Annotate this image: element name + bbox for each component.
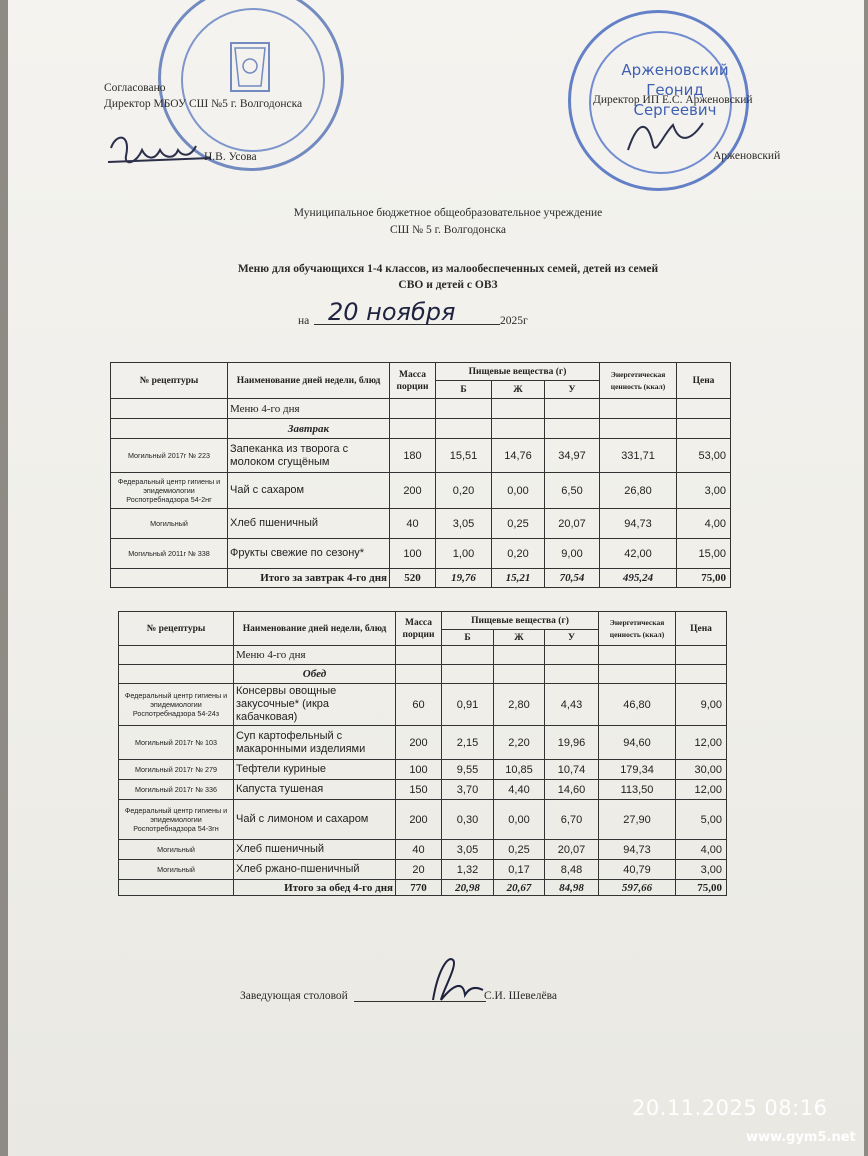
- table-row: Могильный 2017г № 223 Запеканка из творога с молоком сгущёным 180 15,51 14,76 34,97 331,71 53,00: [111, 439, 731, 473]
- ip-name: Арженовский: [713, 150, 781, 162]
- director-signature: [106, 128, 216, 173]
- table-row: Федеральный центр гигиены и эпидемиологии Роспотребнадзора 54-24з Консервы овощные закусочные* (икра кабачковая) 60 0,91 2,80 4,43 46,80 9,00: [119, 684, 727, 726]
- header-zh: Ж: [494, 630, 545, 646]
- document-page: [8, 0, 864, 1156]
- table-row: Федеральный центр гигиены и эпидемиологии Роспотребнадзора 54-2нг Чай с сахаром 200 0,20 0,00 6,50 26,80 3,00: [111, 473, 731, 509]
- header-u: У: [545, 381, 600, 399]
- ip-director: Директор ИП Е.С. Арженовский: [593, 94, 753, 106]
- lunch-meal: Обед: [234, 665, 396, 684]
- approval-signer: Н.В. Усова: [204, 151, 257, 163]
- table-row: Федеральный центр гигиены и эпидемиологии Роспотребнадзора 54-3гн Чай с лимоном и сахаром 200 0,30 0,00 6,70 27,90 5,00: [119, 800, 727, 840]
- ip-signature: [618, 115, 708, 160]
- table-row: Могильный Хлеб пшеничный 40 3,05 0,25 20,07 94,73 4,00: [111, 509, 731, 539]
- stamp-line-1: Арженовский: [621, 61, 729, 79]
- stamp-line-2: Геонид: [646, 81, 704, 99]
- breakfast-day: Меню 4-го дня: [228, 399, 390, 419]
- header-price: Цена: [676, 612, 727, 646]
- cafeteria-signature: [413, 950, 493, 1005]
- institution-line-2: СШ № 5 г. Волгодонска: [389, 224, 507, 236]
- header-name: Наименование дней недели, блюд: [234, 612, 396, 646]
- menu-title-line-2: СВО и детей с ОВЗ: [398, 279, 498, 291]
- header-energy: Энергетическая ценность (ккал): [600, 363, 677, 399]
- lunch-day: Меню 4-го дня: [234, 646, 396, 665]
- approval-agreed: Согласовано: [104, 82, 166, 94]
- table-row: Могильный 2011г № 338 Фрукты свежие по сезону* 100 1,00 0,20 9,00 42,00 15,00: [111, 539, 731, 569]
- approval-director: Директор МБОУ СШ №5 г. Волгодонска: [104, 98, 303, 110]
- header-name: Наименование дней недели, блюд: [228, 363, 390, 399]
- lunch-table: [118, 611, 727, 896]
- menu-title-line-1: Меню для обучающихся 1-4 классов, из малообеспеченных семей, детей из семей: [237, 263, 659, 275]
- site-watermark: www.gym5.net: [746, 1130, 856, 1145]
- header-zh: Ж: [492, 381, 545, 399]
- date-suffix: 2025г: [500, 315, 528, 327]
- breakfast-table: [110, 362, 731, 588]
- table-row: Могильный 2017г № 103 Суп картофельный с макаронными изделиями 200 2,15 2,20 19,96 94,60 12,00: [119, 726, 727, 760]
- table-row: Могильный 2017г № 279 Тефтели куриные 100 9,55 10,85 10,74 179,34 30,00: [119, 760, 727, 780]
- header-nutrients: Пищевые вещества (г): [436, 363, 600, 381]
- footer-name: С.И. Шевелёва: [484, 990, 557, 1002]
- photo-timestamp: 20.11.2025 08:16: [632, 1096, 828, 1120]
- header-recipe: № рецептуры: [111, 363, 228, 399]
- table-row: Могильный Хлеб ржано-пшеничный 20 1,32 0,17 8,48 40,79 3,00: [119, 860, 727, 880]
- header-recipe: № рецептуры: [119, 612, 234, 646]
- header-price: Цена: [677, 363, 731, 399]
- breakfast-meal: Завтрак: [228, 419, 390, 439]
- stamp-line-3: Сергеевич: [633, 101, 717, 119]
- institution-line-1: Муниципальное бюджетное общеобразовательное учреждение: [293, 207, 603, 219]
- table-row: Могильный 2017г № 336 Капуста тушеная 150 3,70 4,40 14,60 113,50 12,00: [119, 780, 727, 800]
- breakfast-total-row: Итого за завтрак 4-го дня 520 19,76 15,21 70,54 495,24 75,00: [111, 569, 731, 588]
- header-b: Б: [436, 381, 492, 399]
- header-u: У: [545, 630, 599, 646]
- footer-role: Заведующая столовой: [240, 990, 348, 1002]
- date-handwritten: 20 ноября: [328, 298, 456, 326]
- header-mass: Масса порции: [390, 363, 436, 399]
- header-b: Б: [442, 630, 494, 646]
- header-nutrients: Пищевые вещества (г): [442, 612, 599, 630]
- table-row: Могильный Хлеб пшеничный 40 3,05 0,25 20,07 94,73 4,00: [119, 840, 727, 860]
- date-prefix: на: [298, 315, 310, 327]
- header-mass: Масса порции: [396, 612, 442, 646]
- header-energy: Энергетическая ценность (ккал): [599, 612, 676, 646]
- lunch-total-row: Итого за обед 4-го дня 770 20,98 20,67 84,98 597,66 75,00: [119, 880, 727, 896]
